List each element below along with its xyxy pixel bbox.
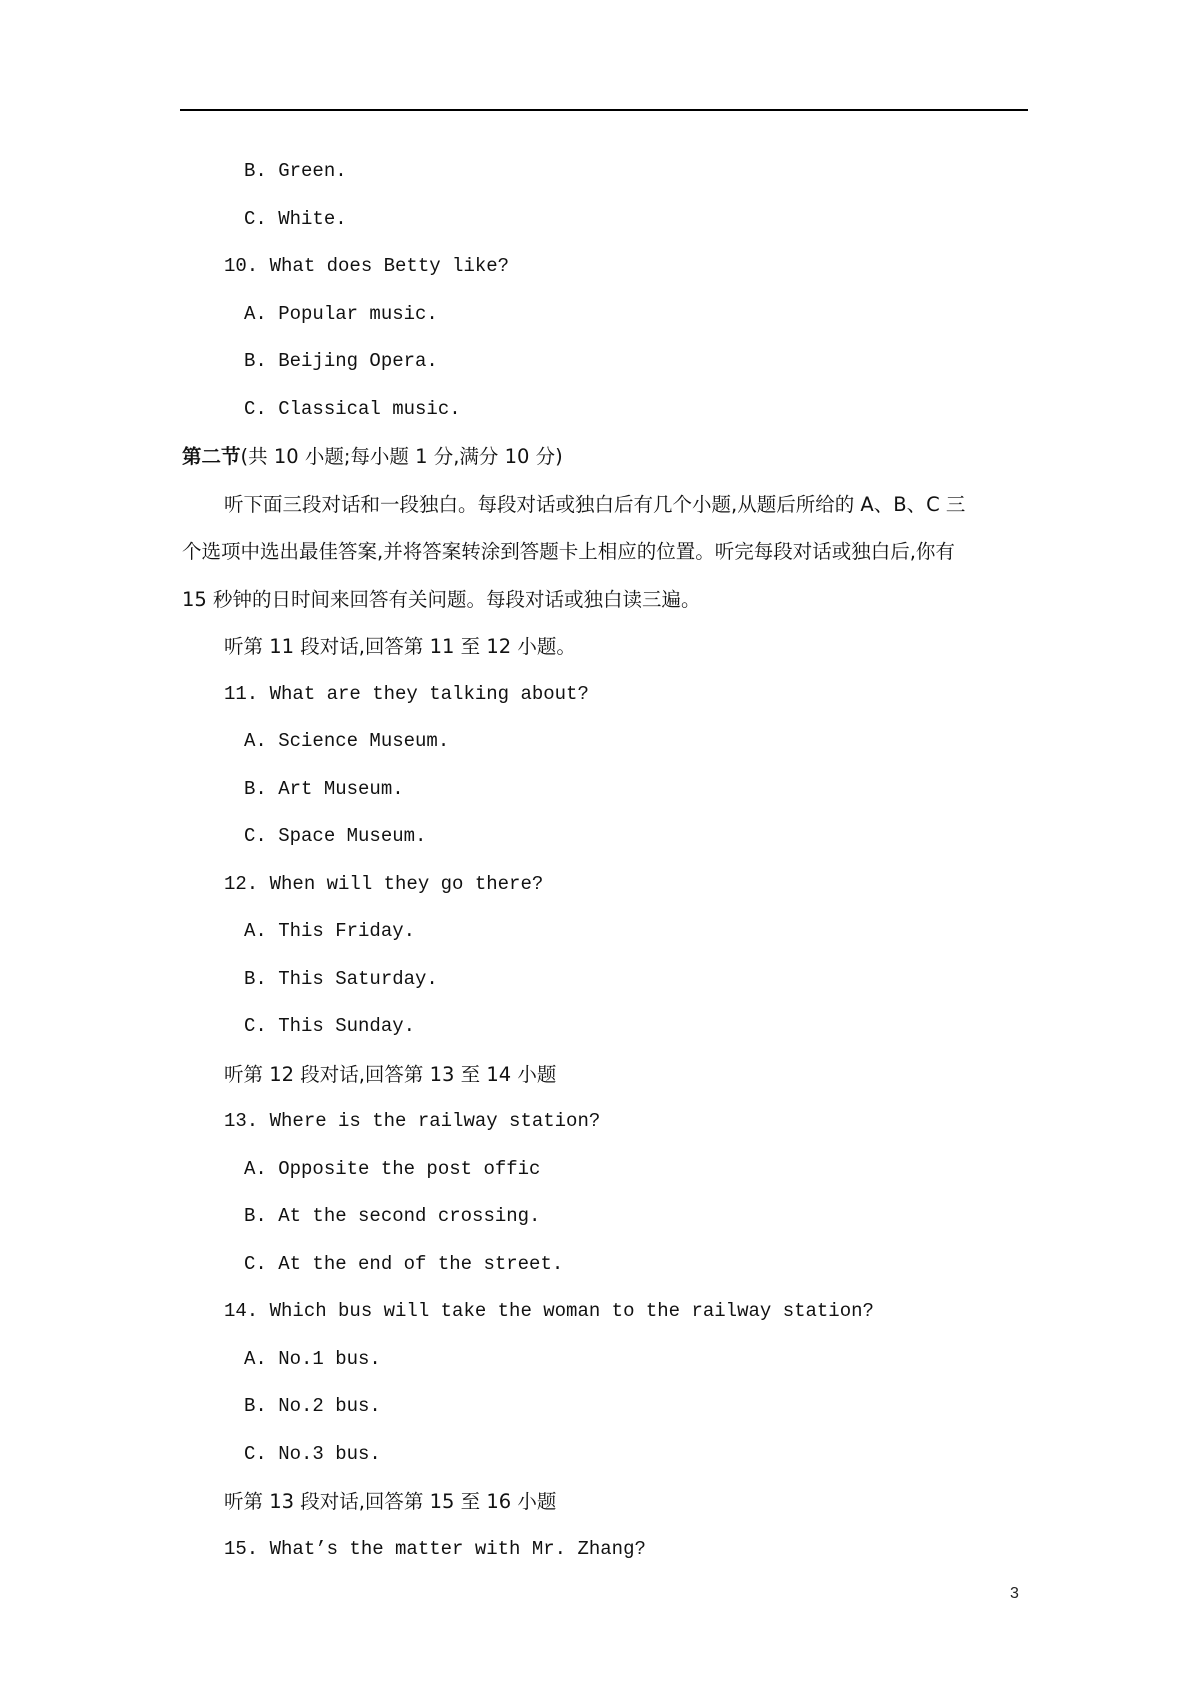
option-q13-c: C. At the end of the street. [244, 1252, 564, 1275]
option-q10-b: B. Beijing Opera. [244, 350, 438, 372]
header-rule [180, 109, 1028, 111]
question-13: 13. Where is the railway station? [224, 1110, 601, 1132]
option-q10-a: A. Popular music. [244, 302, 438, 325]
option-q10-c: C. Classical music. [244, 397, 461, 420]
section-heading [0, 433, 1200, 481]
option-q14-b: B. No.2 bus. [244, 1395, 381, 1417]
option-q11-a: A. Science Museum. [244, 730, 450, 752]
section-note: (共 10 小题;每小题 1 分,满分 10 分) [240, 445, 563, 468]
question-14: 14. Which bus will take the woman to the railway station? [224, 1300, 874, 1322]
instructions-line-1: 听下面三段对话和一段独白。每段对话或独白后有几个小题,从题后所给的 A、B、C 三 [224, 492, 966, 516]
page-number: 3 [1010, 1585, 1019, 1602]
question-11: 11. What are they talking about? [224, 682, 589, 705]
option-q9-b: B. Green. [244, 160, 347, 182]
instructions-line-3: 15 秒钟的日时间来回答有关问题。每段对话或独白读三遍。 [182, 587, 701, 611]
dialog-11-instruction: 听第 11 段对话,回答第 11 至 12 小题。 [224, 635, 576, 658]
option-q13-b: B. At the second crossing. [244, 1205, 541, 1227]
option-q11-c: C. Space Museum. [244, 825, 427, 847]
section-title: 第二节 [182, 445, 241, 468]
question-10: 10. What does Betty like? [224, 255, 510, 277]
dialog-12-instruction: 听第 12 段对话,回答第 13 至 14 小题 [224, 1062, 557, 1086]
instructions-line-2: 个选项中选出最佳答案,并将答案转涂到答题卡上相应的位置。听完每段对话或独白后,你有 [182, 540, 955, 563]
option-q14-a: A. No.1 bus. [244, 1347, 381, 1370]
question-15: 15. What’s the matter with Mr. Zhang? [224, 1537, 646, 1560]
option-q13-a: A. Opposite the post offic [244, 1157, 541, 1180]
question-12: 12. When will they go there? [224, 872, 544, 895]
option-q12-b: B. This Saturday. [244, 967, 438, 990]
option-q14-c: C. No.3 bus. [244, 1442, 381, 1465]
page-content [0, 148, 1200, 1573]
option-q12-c: C. This Sunday. [244, 1015, 416, 1037]
option-q9-c: C. White. [244, 207, 347, 230]
dialog-13-instruction: 听第 13 段对话,回答第 15 至 16 小题 [224, 1490, 557, 1513]
option-q12-a: A. This Friday. [244, 920, 416, 942]
option-q11-b: B. Art Museum. [244, 777, 404, 800]
